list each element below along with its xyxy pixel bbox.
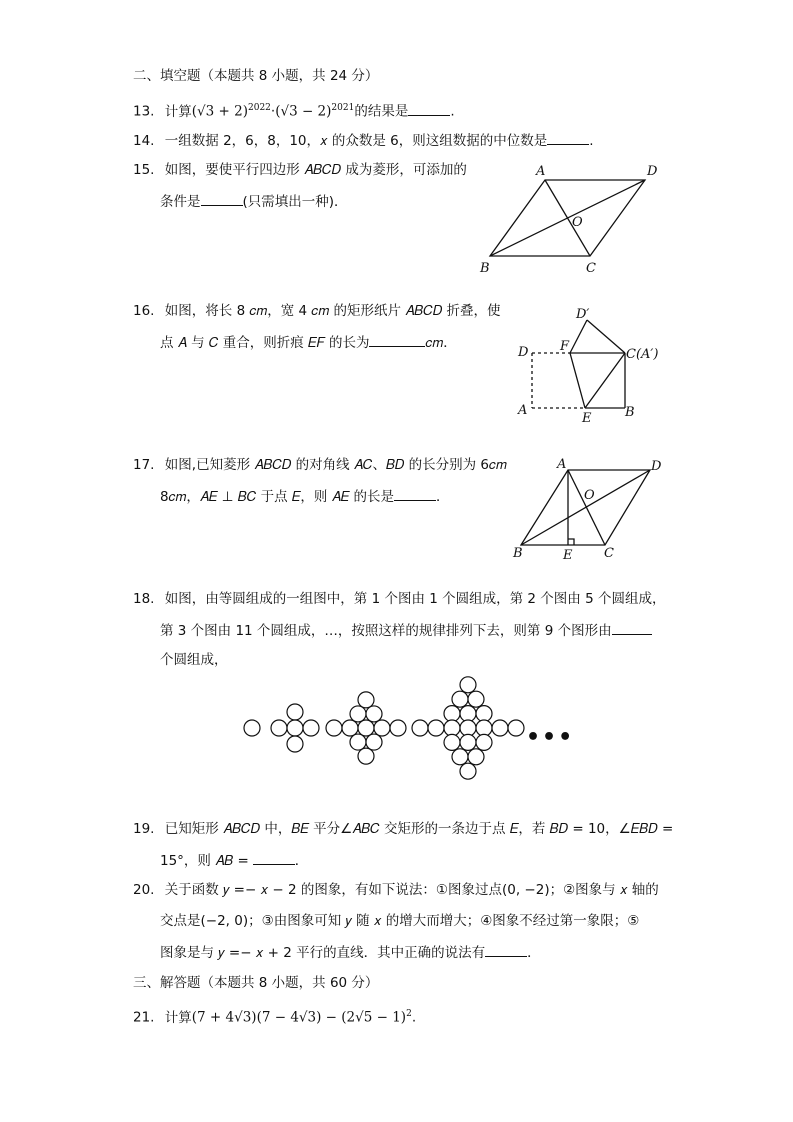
q15-label-o: O [572, 215, 583, 230]
q17-right-angle-mark [568, 539, 574, 545]
q18-figure-3-circle [366, 706, 382, 722]
q21-expr: (7 + 4√3)(7 − 4√3) − (2√5 − 1) [191, 1009, 407, 1026]
q18-figure-4-circle [460, 763, 476, 779]
q13-number: 13. [133, 103, 155, 120]
q18-figure-3-circle [358, 748, 374, 764]
q18-figure-3-circle [350, 706, 366, 722]
q18-figure-4-circle [444, 734, 460, 750]
q16-folded-rectangle-figure [510, 300, 670, 430]
question-18-line3: 个圆组成， [160, 652, 228, 668]
q18-figure-4-circle [476, 720, 492, 736]
q13-end: . [450, 103, 455, 120]
question-20-line3 [160, 942, 541, 963]
q18-figure-2-circle [287, 704, 303, 720]
q17-label-b: B [513, 546, 523, 561]
q19-number: 19. [133, 821, 155, 837]
q13-exp-b: 2021 [331, 103, 355, 113]
q21-number: 21. [133, 1009, 155, 1026]
q15-parallelogram-figure [470, 160, 680, 280]
q16-label-c: C(A′) [626, 347, 659, 362]
q16-line2a: 点 𝐴 与 𝐶 重合，则折痕 𝐸𝐹 的长为 [160, 335, 370, 351]
q19-line2b: ． [294, 853, 309, 869]
q18-figure-2-circle [303, 720, 319, 736]
q13-tail: 的结果是 [354, 103, 409, 120]
q17-line2b: ． [436, 489, 450, 505]
q18-figure-4-circle [460, 720, 476, 736]
question-16-line2 [160, 332, 457, 353]
q18-figure-4-circle [476, 706, 492, 722]
q15-line2b: (只需填出一种)． [242, 194, 348, 210]
q17-label-d: D [651, 459, 662, 474]
q18-figure-3-circle [358, 720, 374, 736]
q16-line1: 如图，将长 8 𝑐𝑚，宽 4 𝑐𝑚 的矩形纸片 𝐴𝐵𝐶𝐷 折叠，使 [164, 303, 501, 319]
q17-number: 17. [133, 457, 155, 473]
q16-label-e: E [582, 411, 592, 426]
q16-label-dprime: D′ [576, 307, 590, 322]
q20-number: 20. [133, 882, 155, 898]
q18-figure-4-circle [452, 749, 468, 765]
q16-line-ec [585, 353, 625, 408]
q15-label-a: A [536, 164, 546, 179]
q18-figure-4-circle [460, 734, 476, 750]
q18-figure-3-circle [342, 720, 358, 736]
q20-line3a: 图象是与 𝑦 =− 𝑥 + 2 平行的直线．其中正确的说法有 [160, 945, 486, 961]
question-17-line1 [133, 455, 507, 475]
q17-rhombus-figure [505, 455, 675, 565]
q18-number: 18. [133, 591, 155, 607]
q19-answer-blank[interactable] [253, 850, 295, 865]
q17-label-o: O [584, 488, 595, 503]
q18-figure-4-circle [468, 749, 484, 765]
q16-label-b: B [625, 405, 635, 420]
question-13 [133, 98, 455, 122]
q18-figure-4-circle [492, 720, 508, 736]
q18-figure-3-circle [350, 734, 366, 750]
q17-line2a: 8𝑐𝑚，𝐴𝐸 ⊥ 𝐵𝐶 于点 𝐸，则 𝐴𝐸 的长是 [160, 489, 395, 505]
q18-figure-2-circle [287, 736, 303, 752]
q14-end: . [589, 133, 594, 149]
q13-expr-b: (√3 − 2) [275, 103, 332, 120]
q18-figure-4-circle [444, 706, 460, 722]
q13-lead: 计算 [164, 103, 192, 120]
q20-answer-blank[interactable] [485, 942, 527, 957]
question-18-line2 [160, 620, 652, 641]
q16-answer-blank[interactable] [369, 332, 425, 347]
q17-diagonal-bd [521, 470, 650, 545]
q18-ellipsis: ••• [526, 725, 575, 750]
q13-exp-a: 2022 [248, 103, 271, 113]
section-answer-heading: 三、解答题（本题共 8 小题，共 60 分） [133, 975, 379, 991]
question-15-line2 [160, 191, 348, 212]
q15-line1: 如图，要使平行四边形 𝐴𝐵𝐶𝐷 成为菱形，可添加的 [164, 162, 467, 178]
q20-line3b: ． [527, 945, 541, 961]
q16-label-d: D [518, 345, 529, 360]
q18-figure-4-circle [460, 677, 476, 693]
q18-circle-pattern-figure [240, 675, 530, 785]
q16-number: 16. [133, 303, 155, 319]
question-21 [133, 1004, 416, 1028]
q18-figure-4-circle [428, 720, 444, 736]
q21-lead: 计算 [164, 1009, 192, 1026]
q18-figure-3-circle [366, 734, 382, 750]
q17-line1: 如图,已知菱形 𝐴𝐵𝐶𝐷 的对角线 𝐴𝐶、𝐵𝐷 的长分别为 6𝑐𝑚 [164, 457, 507, 473]
question-17-line2 [160, 486, 450, 507]
q15-number: 15. [133, 162, 155, 178]
q16-crease-ef [570, 353, 585, 408]
q18-figure-4-circle [452, 691, 468, 707]
q14-text: 一组数据 2，6，8，10，𝑥 的众数是 6，则这组数据的中位数是 [164, 133, 548, 149]
q16-line-fdprime [570, 320, 587, 353]
q18-figure-3-circle [374, 720, 390, 736]
q18-line2: 第 3 个图由 11 个圆组成，…，按照这样的规律排列下去，则第 9 个图形由 [160, 623, 612, 639]
q17-answer-blank[interactable] [394, 486, 436, 501]
q18-figure-1-circle [244, 720, 260, 736]
q15-label-b: B [480, 261, 490, 276]
q18-answer-blank[interactable] [612, 620, 652, 635]
q18-line1: 如图，由等圆组成的一组图中，第 1 个图由 1 个圆组成，第 2 个图由 5 个圆组成， [164, 591, 666, 607]
q21-exp: 2 [406, 1009, 412, 1019]
q18-figure-4-circle [476, 734, 492, 750]
q14-answer-blank[interactable] [547, 130, 589, 145]
q13-answer-blank[interactable] [408, 101, 450, 116]
q16-line2b: 𝑐𝑚． [425, 335, 457, 351]
q17-label-a: A [557, 457, 567, 472]
q18-figure-3-circle [326, 720, 342, 736]
q19-line2a: 15°，则 𝐴𝐵 = [160, 853, 249, 869]
q18-figure-3-circle [390, 720, 406, 736]
section-fill-blank-heading: 二、填空题（本题共 8 小题，共 24 分） [133, 68, 379, 84]
q18-figure-4-circle [444, 720, 460, 736]
q15-diagonal-bd [490, 180, 645, 256]
q18-figure-4-circle [460, 706, 476, 722]
q20-line1: 关于函数 𝑦 =− 𝑥 − 2 的图象，有如下说法：①图象过点(0, −2)；②图象与 𝑥 轴的 [164, 882, 659, 898]
q13-dot: · [270, 103, 276, 120]
q15-answer-blank[interactable] [201, 191, 243, 206]
q18-figure-4-circle [412, 720, 428, 736]
q16-label-a: A [518, 403, 528, 418]
q14-number: 14. [133, 133, 155, 149]
q18-figure-4-circle [468, 691, 484, 707]
q16-line-dprime-c [587, 320, 625, 353]
q17-label-e: E [563, 548, 573, 563]
q15-line2a: 条件是 [160, 194, 201, 210]
question-20-line2: 交点是(−2, 0)；③由图象可知 𝑦 随 𝑥 的增大而增大；④图象不经过第一象限；⑤ [160, 913, 640, 929]
question-18-line1 [133, 589, 665, 609]
q18-figure-3-circle [358, 692, 374, 708]
question-15-line1 [133, 160, 467, 180]
q15-label-c: C [586, 261, 596, 276]
question-16-line1 [133, 301, 501, 321]
q17-label-c: C [604, 546, 614, 561]
q21-end: . [411, 1009, 417, 1026]
question-14 [133, 130, 594, 151]
question-19-line1 [133, 819, 673, 839]
q13-expr-a: (√3 + 2) [191, 103, 248, 120]
question-19-line2 [160, 850, 308, 871]
q19-line1: 已知矩形 𝐴𝐵𝐶𝐷 中，𝐵𝐸 平分∠𝐴𝐵𝐶 交矩形的一条边于点 𝐸，若 𝐵𝐷 = 10，∠𝐸𝐵𝐷 = [164, 821, 674, 837]
q18-figure-4-circle [508, 720, 524, 736]
q16-label-f: F [560, 339, 570, 354]
q18-figure-2-circle [287, 720, 303, 736]
question-20-line1 [133, 880, 659, 900]
q15-label-d: D [647, 164, 658, 179]
q18-figure-2-circle [271, 720, 287, 736]
